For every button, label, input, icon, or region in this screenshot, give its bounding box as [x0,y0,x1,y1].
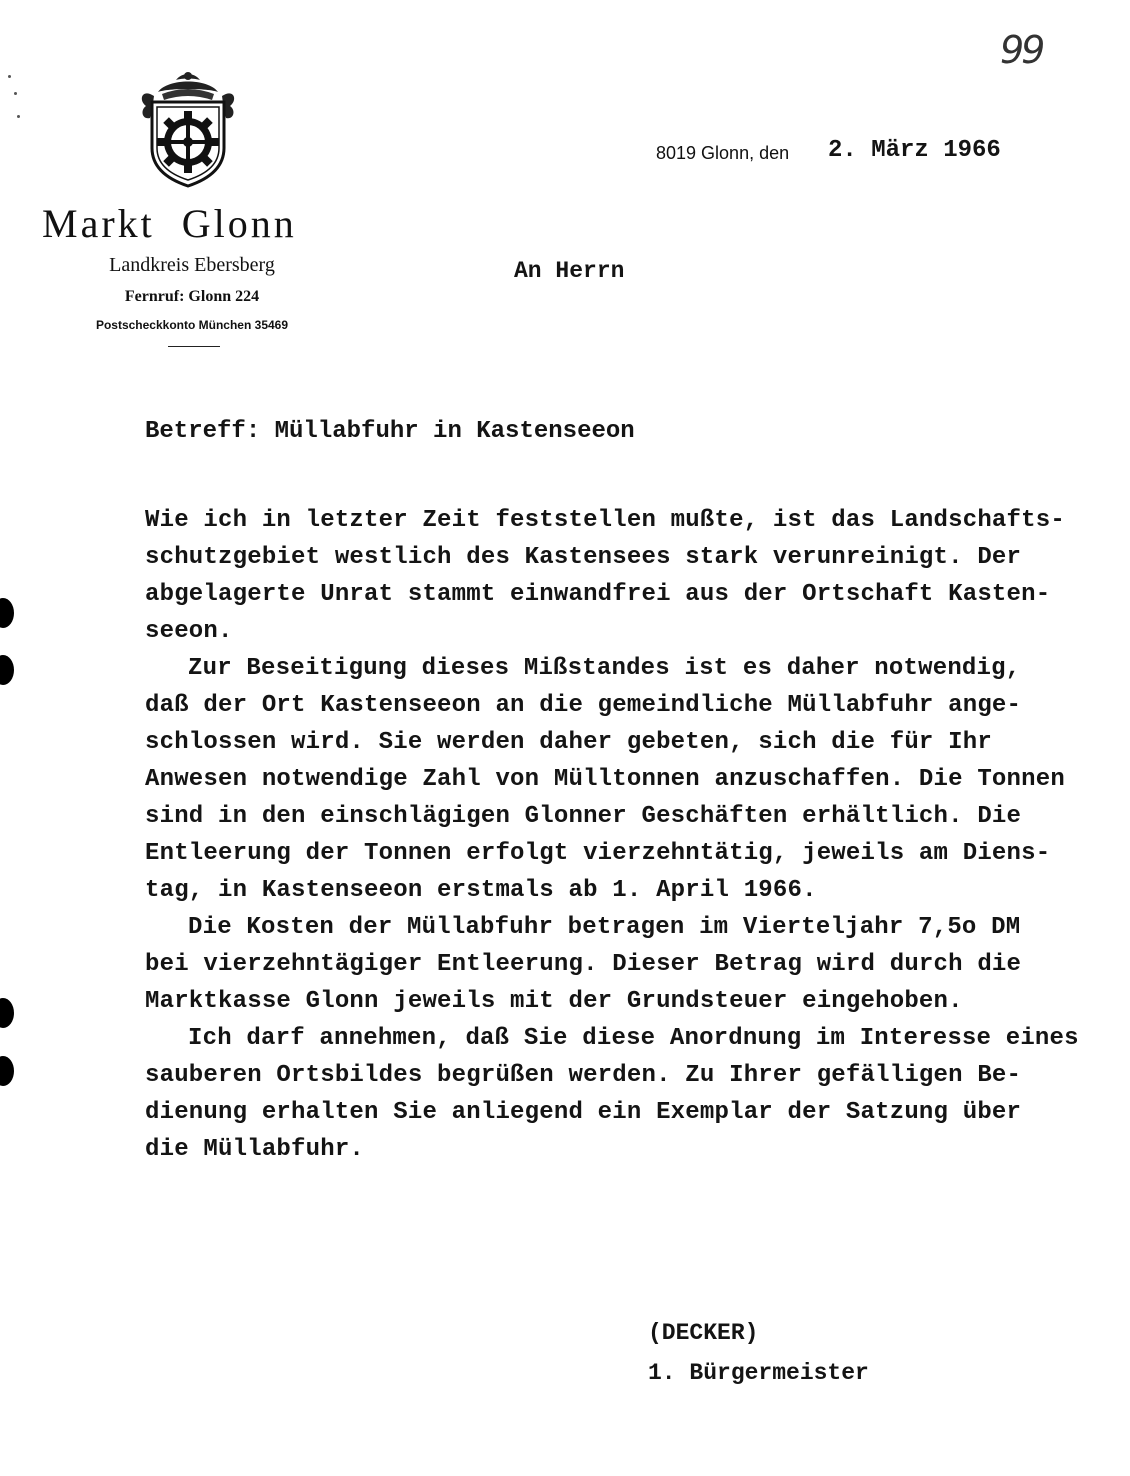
body-line: abgelagerte Unrat stammt einwandfrei aus der Ortschaft Kasten- [145,581,1051,608]
page-number: 99 [1000,28,1043,72]
speck [14,92,17,95]
body-line: Anwesen notwendige Zahl von Mülltonnen anzuschaffen. Die Tonnen [145,766,1065,793]
letter-body [145,502,1090,1168]
body-line: schlossen wird. Sie werden daher gebeten, sich die für Ihr [145,729,992,756]
body-line: Marktkasse Glonn jeweils mit der Grundsteuer eingehoben. [145,988,963,1015]
body-line: dienung erhalten Sie anliegend ein Exemplar der Satzung über [145,1099,1022,1126]
signer-name: (DECKER) [648,1320,759,1346]
punch-hole [0,655,14,685]
speck [17,115,20,118]
body-line: schutzgebiet westlich des Kastensees stark verunreinigt. Der [145,544,1022,571]
letterhead-divider [168,346,220,347]
signer-title: 1. Bürgermeister [648,1360,869,1386]
body-line: sauberen Ortsbildes begrüßen werden. Zu Ihrer gefälligen Be- [145,1062,1022,1089]
body-line: Die Kosten der Müllabfuhr betragen im Vierteljahr 7,5o DM [188,914,1021,941]
body-line: Entleerung der Tonnen erfolgt vierzehntätig, jeweils am Diens- [145,840,1051,867]
body-line: daß der Ort Kastenseeon an die gemeindliche Müllabfuhr ange- [145,692,1022,719]
punch-hole [0,598,14,628]
punch-hole [0,998,14,1028]
body-line: tag, in Kastenseeon erstmals ab 1. April 1966. [145,877,817,904]
municipal-crest-icon [132,70,244,190]
body-line: Wie ich in letzter Zeit feststellen mußte, ist das Landschafts- [145,507,1065,534]
district-name: Landkreis Ebersberg [109,254,275,276]
postal-account: Postscheckkonto München 35469 [95,318,289,332]
body-line: die Müllabfuhr. [145,1136,365,1163]
place-date-label: 8019 Glonn, den [656,143,790,163]
letter-date: 2. März 1966 [828,137,1001,164]
subject-line: Betreff: Müllabfuhr in Kastenseeon [145,418,635,445]
body-line: bei vierzehntägiger Entleerung. Dieser Betrag wird durch die [145,951,1022,978]
addressee: An Herrn [514,258,625,284]
body-line: seeon. [145,618,233,645]
body-line: sind in den einschlägigen Glonner Geschäften erhältlich. Die [145,803,1022,830]
body-line: Ich darf annehmen, daß Sie diese Anordnung im Interesse eines [188,1025,1079,1052]
body-line: Zur Beseitigung dieses Mißstandes ist es daher notwendig, [188,655,1021,682]
organization-name: Markt Glonn [42,201,297,246]
phone-number: Fernruf: Glonn 224 [124,288,260,305]
punch-hole [0,1056,14,1086]
speck [8,75,11,78]
